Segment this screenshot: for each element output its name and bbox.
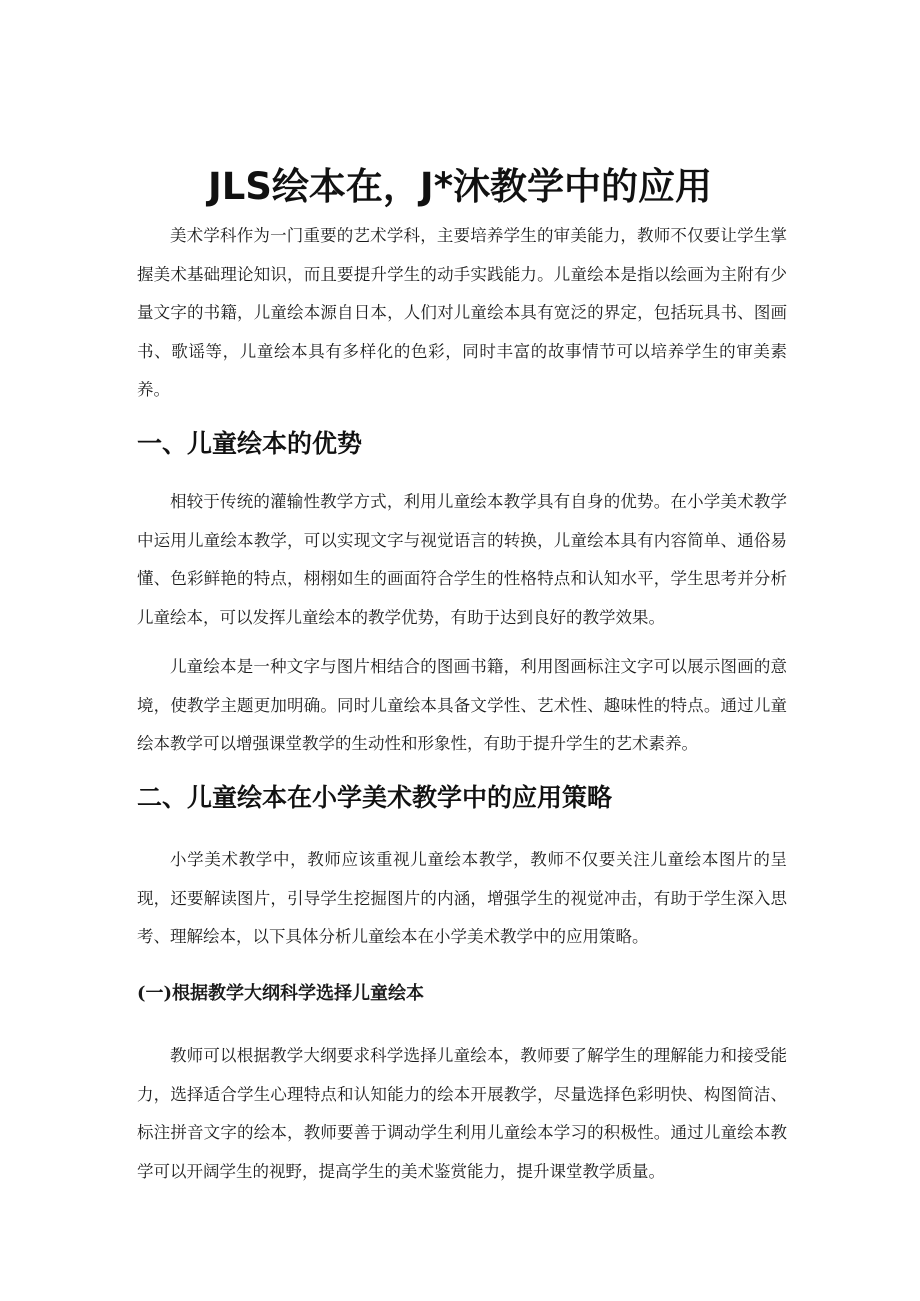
advantage-paragraph-2: 儿童绘本是一种文字与图片相结合的图画书籍，利用图画标注文字可以展示图画的意境，使教学主题更加明确。同时儿童绘本具备文学性、艺术性、趣味性的特点。通过儿童绘本教学可以增强课堂教学的生动性和形象性，有助于提升学生的艺术素养。: [137, 657, 787, 753]
subsection-heading-select-picture-books: (一)根据教学大纲科学选择儿童绘本: [137, 983, 425, 1004]
strategy-intro-paragraph: 小学美术教学中，教师应该重视儿童绘本教学，教师不仅要关注儿童绘本图片的呈现，还要解读图片，引导学生挖掘图片的内涵，增强学生的视觉冲击，有助于学生深入思考、理解绘本，以下具体分析儿童绘本在小学美术教学中的应用策略。: [137, 850, 787, 946]
intro-paragraph: 美术学科作为一门重要的艺术学科，主要培养学生的审美能力，教师不仅要让学生掌握美术基础理论知识，而且要提升学生的动手实践能力。儿童绘本是指以绘画为主附有少量文字的书籍，儿童绘本源自日本，人们对儿童绘本具有宽泛的界定，包括玩具书、图画书、歌谣等，儿童绘本具有多样化的色彩，同时丰富的故事情节可以培养学生的审美素养。: [137, 226, 787, 399]
strategy-paragraph-1: 教师可以根据教学大纲要求科学选择儿童绘本，教师要了解学生的理解能力和接受能力，选择适合学生心理特点和认知能力的绘本开展教学，尽量选择色彩明快、构图简洁、标注拼音文字的绘本，教师要善于调动学生利用儿童绘本学习的积极性。通过儿童绘本教学可以开阔学生的视野，提高学生的美术鉴赏能力，提升课堂教学质量。: [137, 1046, 787, 1181]
document-title: JLS绘本在，J*沐教学中的应用: [207, 164, 713, 208]
section-heading-advantages: 一、儿童绘本的优势: [137, 429, 363, 458]
section-heading-strategies: 二、儿童绘本在小学美术教学中的应用策略: [137, 783, 613, 812]
advantage-paragraph-1: 相较于传统的灌输性教学方式，利用儿童绘本教学具有自身的优势。在小学美术教学中运用儿童绘本教学，可以实现文字与视觉语言的转换，儿童绘本具有内容简单、通俗易懂、色彩鲜艳的特点，栩栩如生的画面符合学生的性格特点和认知水平，学生思考并分析儿童绘本，可以发挥儿童绘本的教学优势，有助于达到良好的教学效果。: [137, 492, 787, 627]
